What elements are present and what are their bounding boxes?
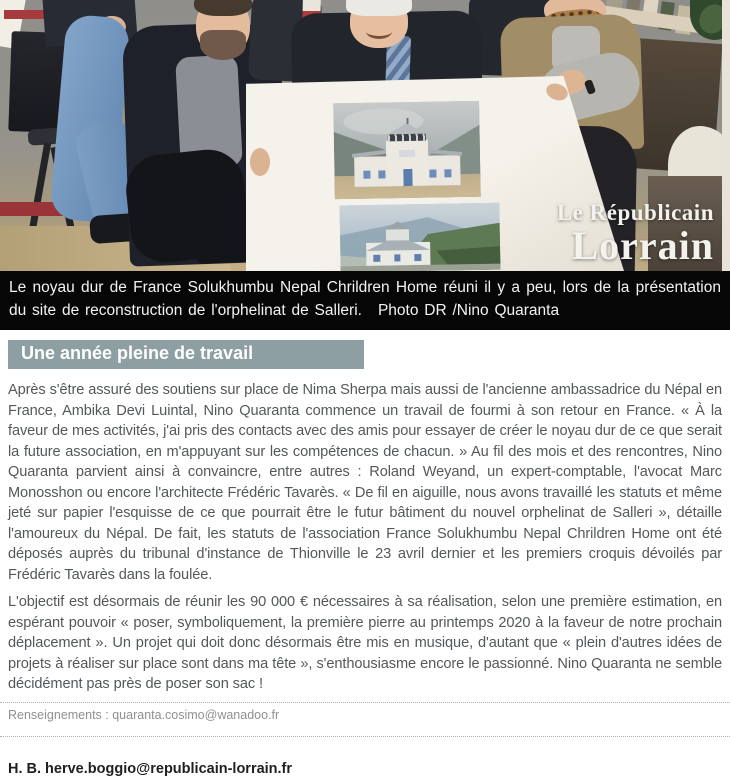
building-shutter	[415, 254, 422, 262]
article-paragraph-2: L'objectif est désormais de réunir les 90 000 € nécessaires à sa réalisation, selon une première estimation, en espérant pouvoir « poser, symboliquement, la première pierre au printemps 2020 à la faveur de notre prochain déplacement ». Un projet qui doit donc désormais être mis en musique, d'autant que « plein d'autres idées de projets à réaliser sur place sont dans ma tête », s'enthousiasme encore le passionné. Nino Quaranta ne semble décidément pas près de poser son sac !	[8, 594, 722, 692]
building-shutter	[363, 170, 370, 178]
building-roof-finial	[406, 118, 408, 124]
building-shutter	[429, 169, 436, 177]
hand-on-poster	[250, 148, 270, 176]
photo-credit: Photo DR /Nino Quaranta	[377, 301, 560, 319]
orphanage-photo-top	[333, 101, 481, 200]
building-tower-roof	[383, 221, 411, 229]
article-paragraph-1: Après s'être assuré des soutiens sur place de Nima Sherpa mais aussi de l'ancienne ambassadrice du Népal en France, Ambika Devi Luintal, Nino Quaranta commence un travail de fourmi à son retour en France. « À la faveur de mes activités, j'ai pris des contacts avec des amis pour essayer de créer le noyau dur de ce que serait la future association, en m'appuyant sur les compétences de chacun. » Au fil des mois et des rencontres, Nino Quaranta parvient ainsi à convaincre, entre autres : Roland Weyand, un expert-comptable, l'avocat Marc Monosshon ou encore l'architecte Frédéric Tavarès. « De fil en aiguille, nous avons travaillé les statuts et même jeté sur papier l'esquisse de ce que pourrait être le futur bâtiment du nouvel orphelinat de Salleri », détaille l'amoureux du Népal. De fait, les statuts de l'association France Solukhumbu Nepal Chrildren Home ont été déposés auprès du tribunal d'instance de Thionville le 23 avril dernier et les premiers croquis dévoilés par Frédéric Tavarès dans la foulée.	[8, 382, 722, 583]
contact-line: Renseignements : quaranta.cosimo@wanadoo.fr	[8, 707, 280, 722]
building-shutter	[394, 254, 401, 262]
person-center-smile	[366, 24, 392, 39]
building	[354, 126, 460, 187]
person-center-cap	[346, 0, 412, 16]
photo-caption	[0, 271, 730, 330]
building-window-band	[388, 134, 426, 142]
watermark-line-2: Lorrain	[571, 223, 714, 268]
building	[365, 223, 430, 267]
building-door	[403, 169, 413, 187]
watermark-line-1: Le Républicain	[556, 200, 714, 225]
section-title-bar: Une année pleine de travail	[8, 340, 364, 369]
building-tower	[386, 228, 409, 240]
building-window	[399, 149, 416, 157]
caption-text: Le noyau dur de France Solukhumbu Nepal Chrildren Home réuni il y a peu, lors de la présentation du site de reconstruction de l'orphelinat de Salleri.	[9, 279, 721, 319]
building-shutter	[374, 254, 381, 262]
photo-edge-strip	[722, 0, 730, 271]
author-line: H. B. herve.boggio@republicain-lorrain.fr	[8, 760, 293, 777]
dotted-divider-bottom	[0, 736, 730, 737]
person-crouching-hair	[194, 0, 252, 16]
person-crouching-beard	[200, 30, 246, 60]
orphanage-photo-bottom	[339, 203, 500, 271]
news-photo	[0, 0, 730, 271]
building-shutter	[444, 169, 451, 177]
building-shutter	[378, 170, 385, 178]
newspaper-watermark	[557, 201, 714, 266]
